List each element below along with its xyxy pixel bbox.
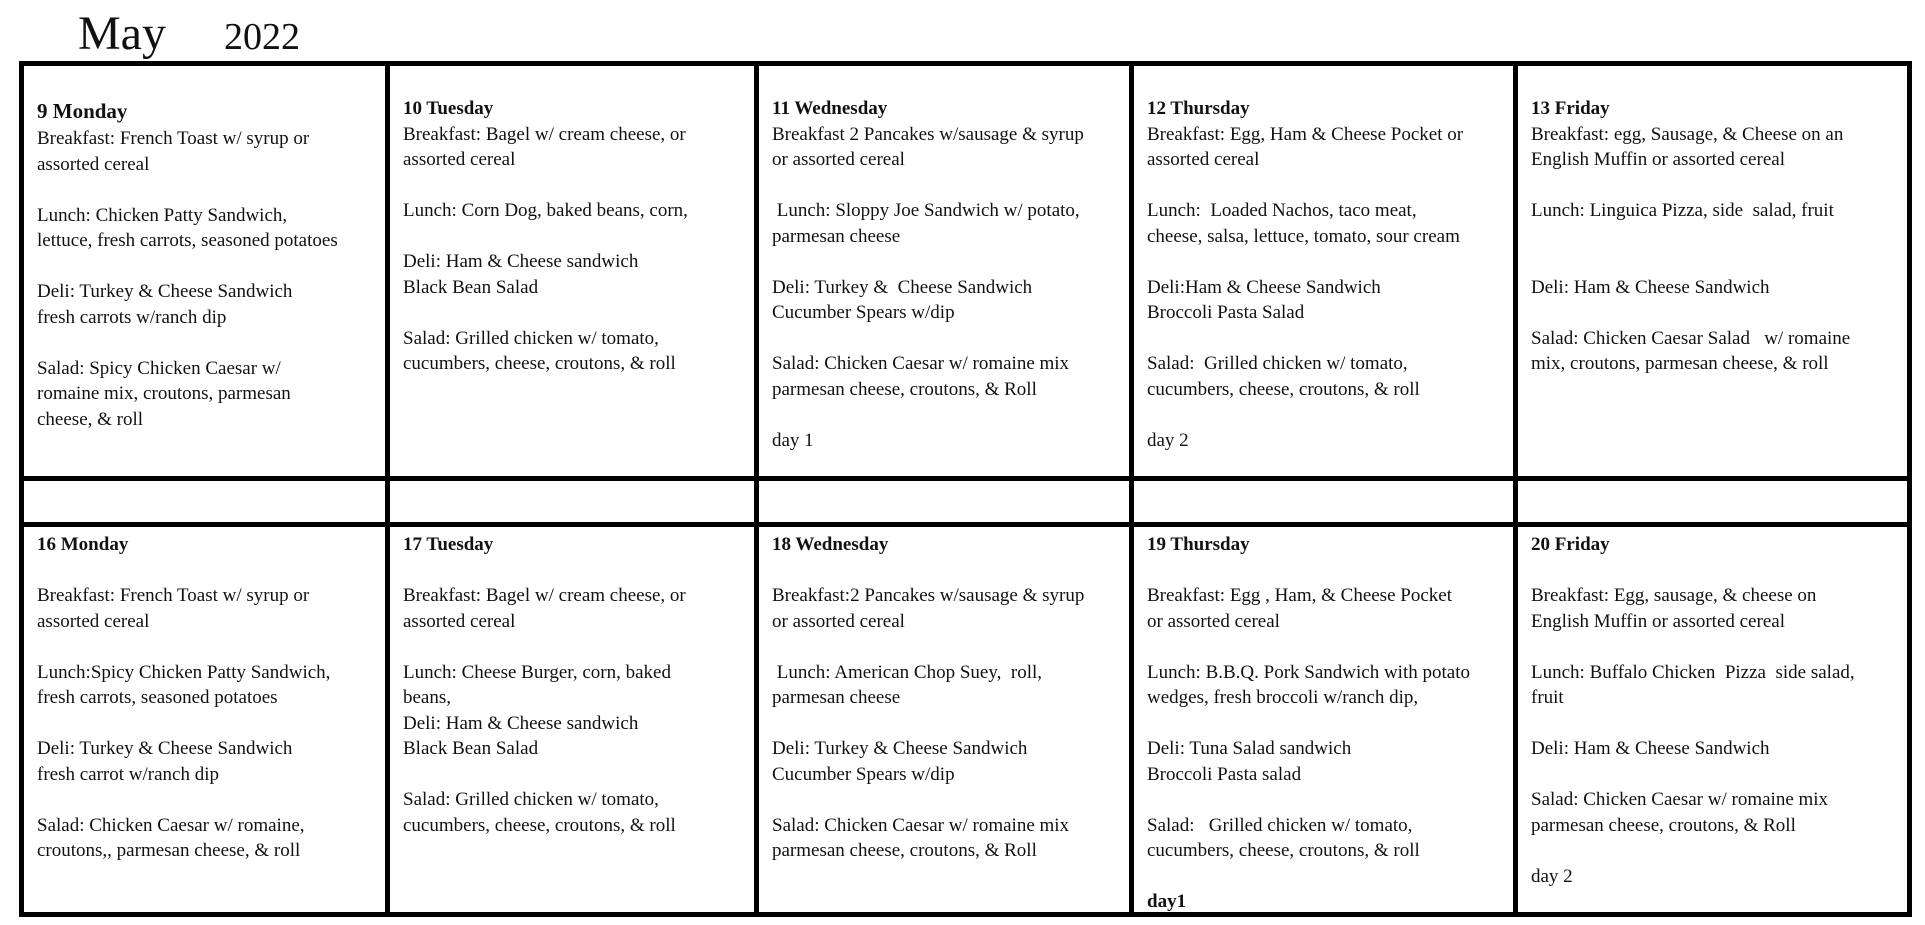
- month-label: May: [78, 7, 166, 60]
- rotation-day-label: day 2: [1147, 429, 1189, 451]
- menu-line: Lunch: Chicken Patty Sandwich,: [37, 204, 288, 226]
- menu-section-lunch: [772, 660, 1123, 711]
- menu-line: Deli: Ham & Cheese sandwich: [403, 712, 639, 734]
- spacer: [403, 224, 748, 250]
- menu-line: assorted cereal: [1147, 149, 1260, 170]
- menu-line: or assorted cereal: [1147, 610, 1280, 632]
- menu-line: fresh carrots, seasoned potatoes: [37, 687, 278, 708]
- menu-line: cucumbers, cheese, croutons, & roll: [1147, 378, 1420, 400]
- menu-line: Deli: Turkey & Cheese Sandwich: [37, 738, 293, 759]
- spacer: [1147, 558, 1507, 584]
- spacer: [1531, 300, 1901, 326]
- rotation-day-label: day 2: [1531, 865, 1573, 887]
- spacer: [772, 326, 1123, 352]
- menu-line: Lunch: Corn Dog, baked beans, corn,: [403, 200, 688, 221]
- day-cell: [390, 532, 754, 912]
- spacer: [1147, 402, 1507, 428]
- spacer: [37, 634, 379, 660]
- menu-section-lunch: [403, 660, 748, 711]
- menu-line: Breakfast: Egg, sausage, & cheese on: [1531, 585, 1817, 606]
- menu-section-salad: [37, 356, 379, 433]
- menu-section-breakfast: [403, 122, 748, 173]
- spacer: [772, 249, 1123, 275]
- menu-line: Deli: Turkey & Cheese Sandwich: [772, 738, 1028, 759]
- rotation-day-label: day1: [1147, 891, 1187, 912]
- menu-section-breakfast: [772, 583, 1123, 634]
- menu-line: romaine mix, croutons, parmesan: [37, 383, 291, 404]
- day-heading: 10 Tuesday: [403, 98, 494, 119]
- spacer: [403, 173, 748, 199]
- menu-line: cheese, salsa, lettuce, tomato, sour cream: [1147, 225, 1460, 247]
- day-heading: 11 Wednesday: [772, 98, 888, 119]
- menu-section-salad: [1147, 813, 1507, 864]
- menu-section-deli: [1147, 275, 1507, 326]
- menu-section-deli: [772, 275, 1123, 326]
- menu-section-breakfast: [1531, 583, 1901, 634]
- menu-section-lunch: [1147, 198, 1507, 249]
- menu-section-breakfast: [1147, 122, 1507, 173]
- menu-section-lunch: [1531, 198, 1901, 249]
- menu-line: Deli: Ham & Cheese sandwich: [403, 251, 639, 272]
- menu-line: parmesan cheese: [772, 687, 901, 708]
- menu-line: cucumbers, cheese, croutons, & roll: [403, 814, 676, 836]
- day-heading: 20 Friday: [1531, 534, 1610, 555]
- menu-line: cucumbers, cheese, croutons, & roll: [1147, 840, 1420, 861]
- spacer: [1531, 558, 1901, 584]
- grid-divider: [24, 522, 1907, 527]
- spacer: [772, 402, 1123, 428]
- day-cell: [1134, 532, 1513, 912]
- menu-line: Deli: Tuna Salad sandwich: [1147, 738, 1352, 759]
- spacer: [1531, 173, 1901, 199]
- rotation-day-label: day 1: [772, 429, 814, 451]
- menu-line: Salad: Grilled chicken w/ tomato,: [403, 327, 659, 349]
- day-cell: [759, 532, 1129, 912]
- menu-section-lunch: [1531, 660, 1901, 711]
- menu-line: Deli: Turkey & Cheese Sandwich: [37, 281, 293, 302]
- menu-line: Deli: Turkey & Cheese Sandwich: [772, 276, 1033, 298]
- menu-line: beans,: [403, 687, 452, 708]
- menu-line: parmesan cheese, croutons, & Roll: [1531, 814, 1796, 836]
- day-heading: 18 Wednesday: [772, 534, 889, 555]
- menu-line: cucumbers, cheese, croutons, & roll: [403, 353, 676, 374]
- spacer: [37, 254, 379, 280]
- spacer: [1531, 838, 1901, 864]
- menu-line: fruit: [1531, 687, 1564, 708]
- menu-section-salad: [403, 787, 748, 838]
- menu-line: parmesan cheese, croutons, & Roll: [772, 378, 1037, 400]
- day-cell: [1518, 96, 1907, 481]
- menu-section-lunch: [772, 198, 1123, 249]
- day-cell: [1134, 96, 1513, 481]
- menu-line: mix, croutons, parmesan cheese, & roll: [1531, 353, 1829, 374]
- menu-line: Cucumber Spears w/dip: [772, 302, 955, 323]
- spacer: [1147, 711, 1507, 737]
- spacer: [37, 330, 379, 356]
- menu-section-lunch: [1147, 660, 1507, 711]
- menu-line: Breakfast: Egg, Ham & Cheese Pocket or: [1147, 123, 1464, 145]
- spacer: [772, 787, 1123, 813]
- menu-section-salad: [403, 326, 748, 377]
- spacer: [403, 762, 748, 788]
- menu-line: Breakfast: French Toast w/ syrup or: [37, 585, 310, 606]
- menu-section-breakfast: [37, 583, 379, 634]
- day-cell: [24, 532, 385, 912]
- menu-line: croutons,, parmesan cheese, & roll: [37, 840, 301, 861]
- menu-section-breakfast: [772, 122, 1123, 173]
- menu-line: Breakfast: Egg , Ham, & Cheese Pocket: [1147, 585, 1452, 606]
- day-heading: 16 Monday: [37, 534, 129, 555]
- spacer: [37, 711, 379, 737]
- menu-line: Lunch: American Chop Suey, roll,: [772, 661, 1042, 683]
- menu-line: Lunch: Linguica Pizza, side salad, fruit: [1531, 200, 1834, 221]
- menu-line: [1531, 224, 1901, 250]
- menu-line: Salad: Grilled chicken w/ tomato,: [1147, 353, 1408, 374]
- spacer: [403, 634, 748, 660]
- year-label: 2022: [223, 16, 300, 58]
- menu-calendar-grid: [19, 61, 1912, 917]
- spacer: [1147, 787, 1507, 813]
- spacer: [37, 558, 379, 584]
- spacer: [1147, 249, 1507, 275]
- menu-line: English Muffin or assorted cereal: [1531, 149, 1785, 170]
- menu-section-salad: [1147, 351, 1507, 402]
- menu-line: Salad: Chicken Caesar w/ romaine mix: [1531, 789, 1829, 810]
- menu-section-deli: [403, 711, 748, 762]
- menu-line: Breakfast: Bagel w/ cream cheese, or: [403, 123, 686, 145]
- menu-line: Lunch:Spicy Chicken Patty Sandwich,: [37, 661, 331, 683]
- menu-section-breakfast: [37, 126, 379, 177]
- day-cell: [1518, 532, 1907, 912]
- menu-section-breakfast: [1531, 122, 1901, 173]
- menu-line: or assorted cereal: [772, 610, 905, 632]
- menu-line: assorted cereal: [403, 610, 516, 632]
- menu-section-deli: [37, 736, 379, 787]
- day-cell: [390, 96, 754, 481]
- spacer: [1147, 634, 1507, 660]
- menu-line: Broccoli Pasta Salad: [1147, 302, 1305, 323]
- menu-line: Black Bean Salad: [403, 276, 539, 298]
- menu-line: Lunch: Buffalo Chicken Pizza side salad,: [1531, 661, 1855, 683]
- menu-line: cheese, & roll: [37, 408, 144, 430]
- menu-line: lettuce, fresh carrots, seasoned potatoes: [37, 230, 338, 251]
- menu-line: assorted cereal: [37, 153, 150, 175]
- menu-section-breakfast: [403, 583, 748, 634]
- spacer: [772, 173, 1123, 199]
- spacer: [403, 558, 748, 584]
- menu-line: Salad: Chicken Caesar w/ romaine mix: [772, 814, 1070, 836]
- menu-line: Breakfast: egg, Sausage, & Cheese on an: [1531, 123, 1844, 145]
- menu-section-deli: [1531, 736, 1901, 762]
- menu-section-lunch: [403, 198, 748, 224]
- menu-line: Lunch: Cheese Burger, corn, baked: [403, 661, 671, 683]
- spacer: [403, 300, 748, 326]
- spacer: [1531, 762, 1901, 788]
- spacer: [772, 634, 1123, 660]
- menu-section-breakfast: [1147, 583, 1507, 634]
- calendar-title: [78, 6, 300, 62]
- menu-line: Salad: Spicy Chicken Caesar w/: [37, 357, 281, 379]
- spacer: [1531, 711, 1901, 737]
- day-cell: [759, 96, 1129, 481]
- menu-line: Black Bean Salad: [403, 738, 539, 759]
- menu-line: Broccoli Pasta salad: [1147, 763, 1302, 785]
- day-heading: 9 Monday: [37, 99, 128, 123]
- menu-line: fresh carrot w/ranch dip: [37, 763, 220, 785]
- menu-line: Salad: Chicken Caesar w/ romaine mix: [772, 353, 1070, 374]
- spacer: [1147, 326, 1507, 352]
- menu-section-salad: [772, 813, 1123, 864]
- menu-section-deli: [772, 736, 1123, 787]
- menu-line: parmesan cheese: [772, 225, 901, 247]
- menu-section-deli: [403, 249, 748, 300]
- menu-line: Lunch: Sloppy Joe Sandwich w/ potato,: [772, 200, 1080, 221]
- menu-line: Cucumber Spears w/dip: [772, 763, 955, 785]
- menu-line: or assorted cereal: [772, 149, 905, 170]
- menu-section-salad: [1531, 787, 1901, 838]
- menu-line: Lunch: Loaded Nachos, taco meat,: [1147, 200, 1417, 221]
- menu-line: Lunch: B.B.Q. Pork Sandwich with potato: [1147, 661, 1470, 683]
- menu-line: Breakfast 2 Pancakes w/sausage & syrup: [772, 123, 1084, 145]
- menu-section-deli: [1531, 275, 1901, 301]
- spacer: [1147, 864, 1507, 890]
- menu-section-lunch: [37, 203, 379, 254]
- menu-section-salad: [1531, 326, 1901, 377]
- menu-line: assorted cereal: [403, 149, 516, 170]
- spacer: [37, 177, 379, 203]
- menu-line: Deli:Ham & Cheese Sandwich: [1147, 276, 1381, 298]
- menu-line: Breakfast: French Toast w/ syrup or: [37, 128, 310, 149]
- menu-section-deli: [37, 279, 379, 330]
- menu-line: English Muffin or assorted cereal: [1531, 610, 1785, 632]
- menu-line: wedges, fresh broccoli w/ranch dip,: [1147, 687, 1419, 708]
- day-heading: 13 Friday: [1531, 98, 1610, 119]
- menu-line: parmesan cheese, croutons, & Roll: [772, 840, 1037, 861]
- menu-section-salad: [37, 813, 379, 864]
- spacer: [772, 711, 1123, 737]
- spacer: [772, 558, 1123, 584]
- menu-line: Deli: Ham & Cheese Sandwich: [1531, 738, 1770, 759]
- menu-line: Deli: Ham & Cheese Sandwich: [1531, 276, 1770, 298]
- menu-line: Breakfast: Bagel w/ cream cheese, or: [403, 585, 686, 606]
- spacer: [1531, 634, 1901, 660]
- menu-line: Salad: Chicken Caesar w/ romaine,: [37, 814, 305, 836]
- spacer: [1147, 173, 1507, 199]
- day-heading: 12 Thursday: [1147, 98, 1250, 119]
- menu-line: Salad: Grilled chicken w/ tomato,: [1147, 814, 1413, 836]
- menu-line: Salad: Grilled chicken w/ tomato,: [403, 789, 659, 810]
- menu-section-salad: [772, 351, 1123, 402]
- menu-line: Breakfast:2 Pancakes w/sausage & syrup: [772, 585, 1085, 606]
- day-heading: 17 Tuesday: [403, 534, 494, 555]
- spacer: [37, 787, 379, 813]
- day-heading: 19 Thursday: [1147, 534, 1250, 555]
- menu-line: assorted cereal: [37, 610, 150, 632]
- spacer: [1531, 249, 1901, 275]
- menu-section-lunch: [37, 660, 379, 711]
- menu-section-deli: [1147, 736, 1507, 787]
- day-cell: [24, 96, 385, 481]
- menu-line: fresh carrots w/ranch dip: [37, 306, 227, 328]
- menu-line: Salad: Chicken Caesar Salad w/ romaine: [1531, 327, 1851, 349]
